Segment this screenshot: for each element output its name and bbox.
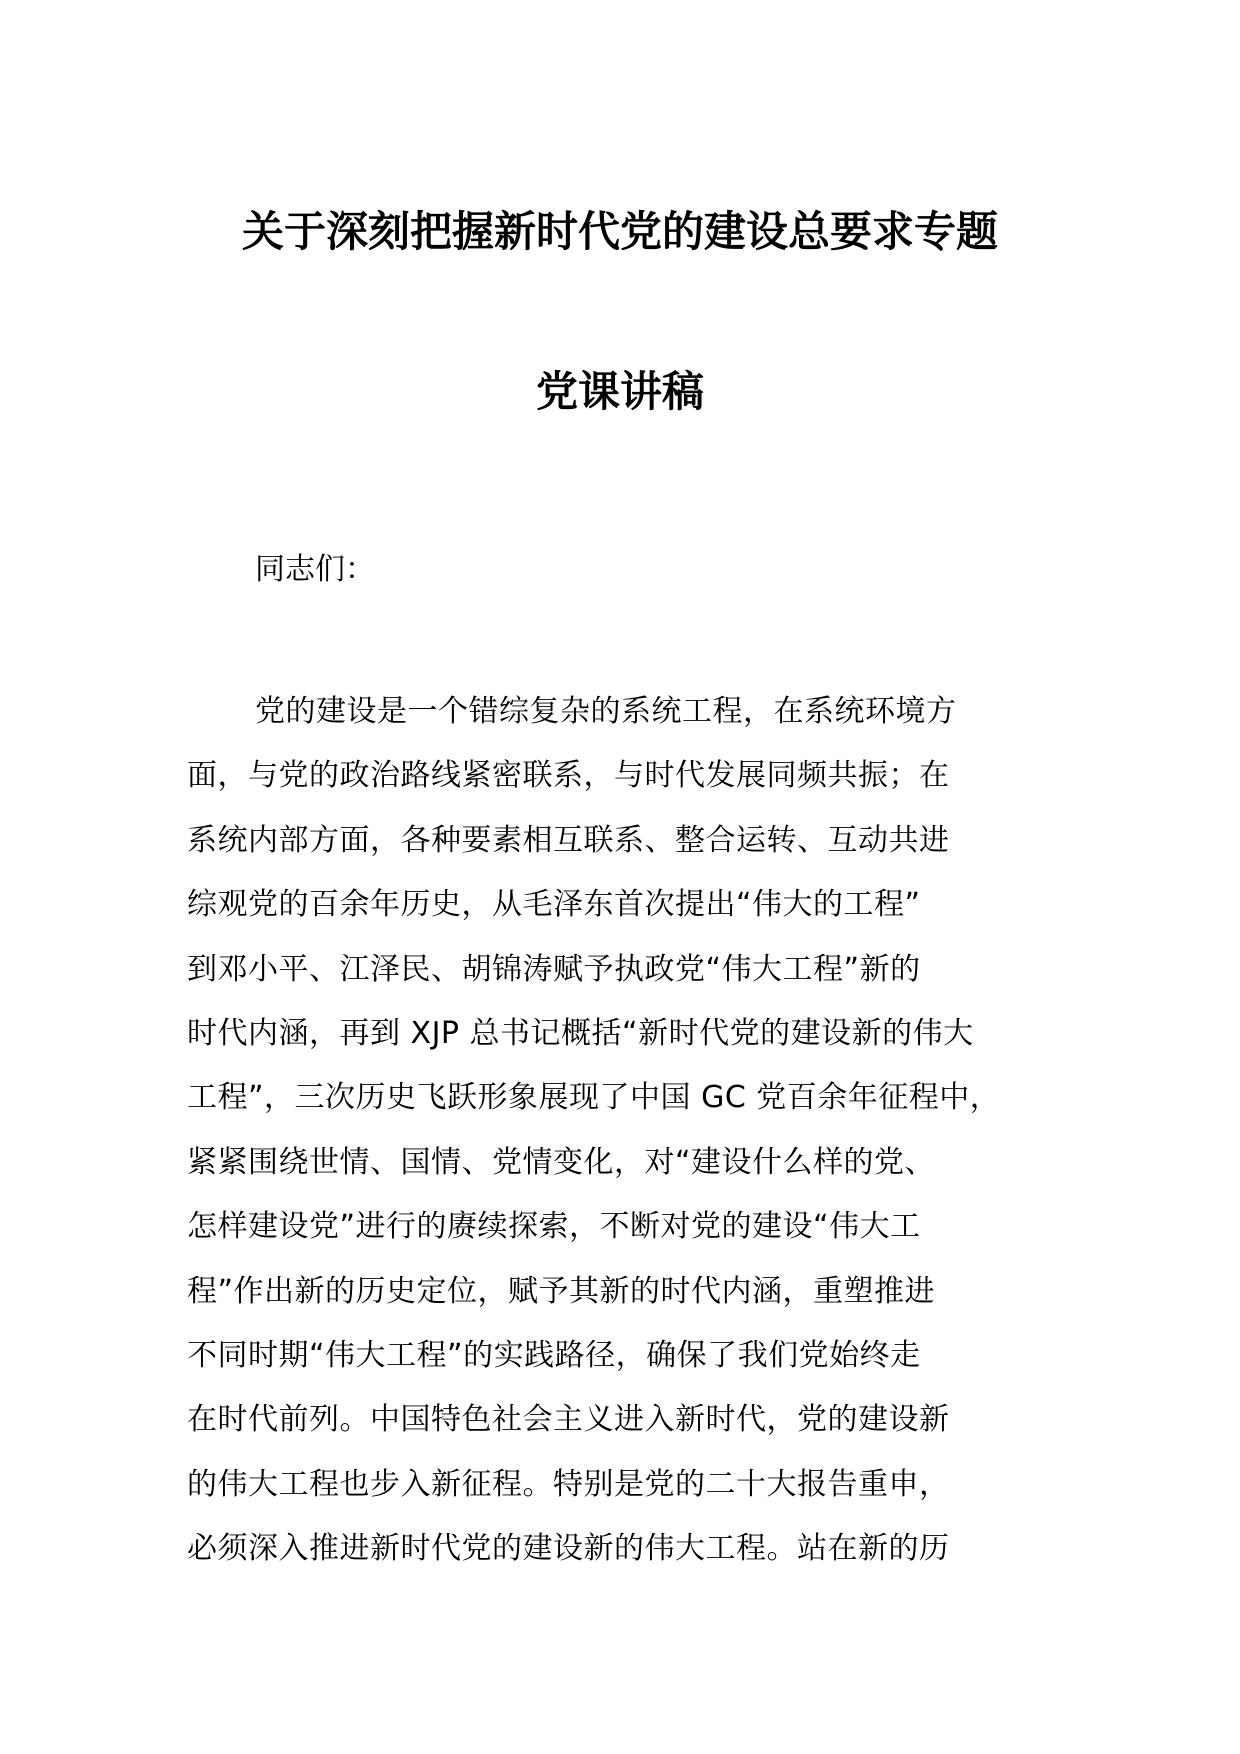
paragraph-line: 在时代前列。中国特色社会主义进入新时代，党的建设新 [187, 1402, 950, 1438]
paragraph-line: 到邓小平、江泽民、胡锦涛赋予执政党“伟大工程”新的 [187, 951, 921, 987]
paragraph-line: 的伟大工程也步入新征程。特别是党的二十大报告重申， [187, 1466, 950, 1502]
paragraph-line: 怎样建设党”进行的赓续探索，不断对党的建设“伟大工 [187, 1209, 921, 1245]
paragraph-line: 综观党的百余年历史，从毛泽东首次提出“伟大的工程” [187, 887, 921, 923]
paragraph-line: 面，与党的政治路线紧密联系，与时代发展同频共振；在 [187, 758, 950, 794]
paragraph-line: 紧紧围绕世情、国情、党情变化，对“建设什么样的党、 [187, 1144, 936, 1180]
document-title-line-2: 党课讲稿 [535, 367, 704, 416]
salutation: 同志们： [255, 552, 375, 587]
paragraph-line: 时代内涵，再到 XJP 总书记概括“新时代党的建设新的伟大 [187, 1015, 974, 1051]
paragraph-line: 必须深入推进新时代党的建设新的伟大工程。站在新的历 [187, 1531, 950, 1567]
paragraph-line: 不同时期“伟大工程”的实践路径，确保了我们党始终走 [187, 1337, 921, 1373]
paragraph-line: 党的建设是一个错综复杂的系统工程，在系统环境方 [255, 694, 957, 729]
document-title-line-1: 关于深刻把握新时代党的建设总要求专题 [241, 207, 998, 256]
paragraph-line: 程”作出新的历史定位，赋予其新的时代内涵，重塑推进 [187, 1273, 936, 1309]
body-paragraph [187, 680, 1107, 1581]
paragraph-line: 工程”，三次历史飞跃形象展现了中国 GC 党百余年征程中， [187, 1080, 1001, 1116]
paragraph-line: 系统内部方面，各种要素相互联系、整合运转、互动共进 [187, 822, 950, 858]
